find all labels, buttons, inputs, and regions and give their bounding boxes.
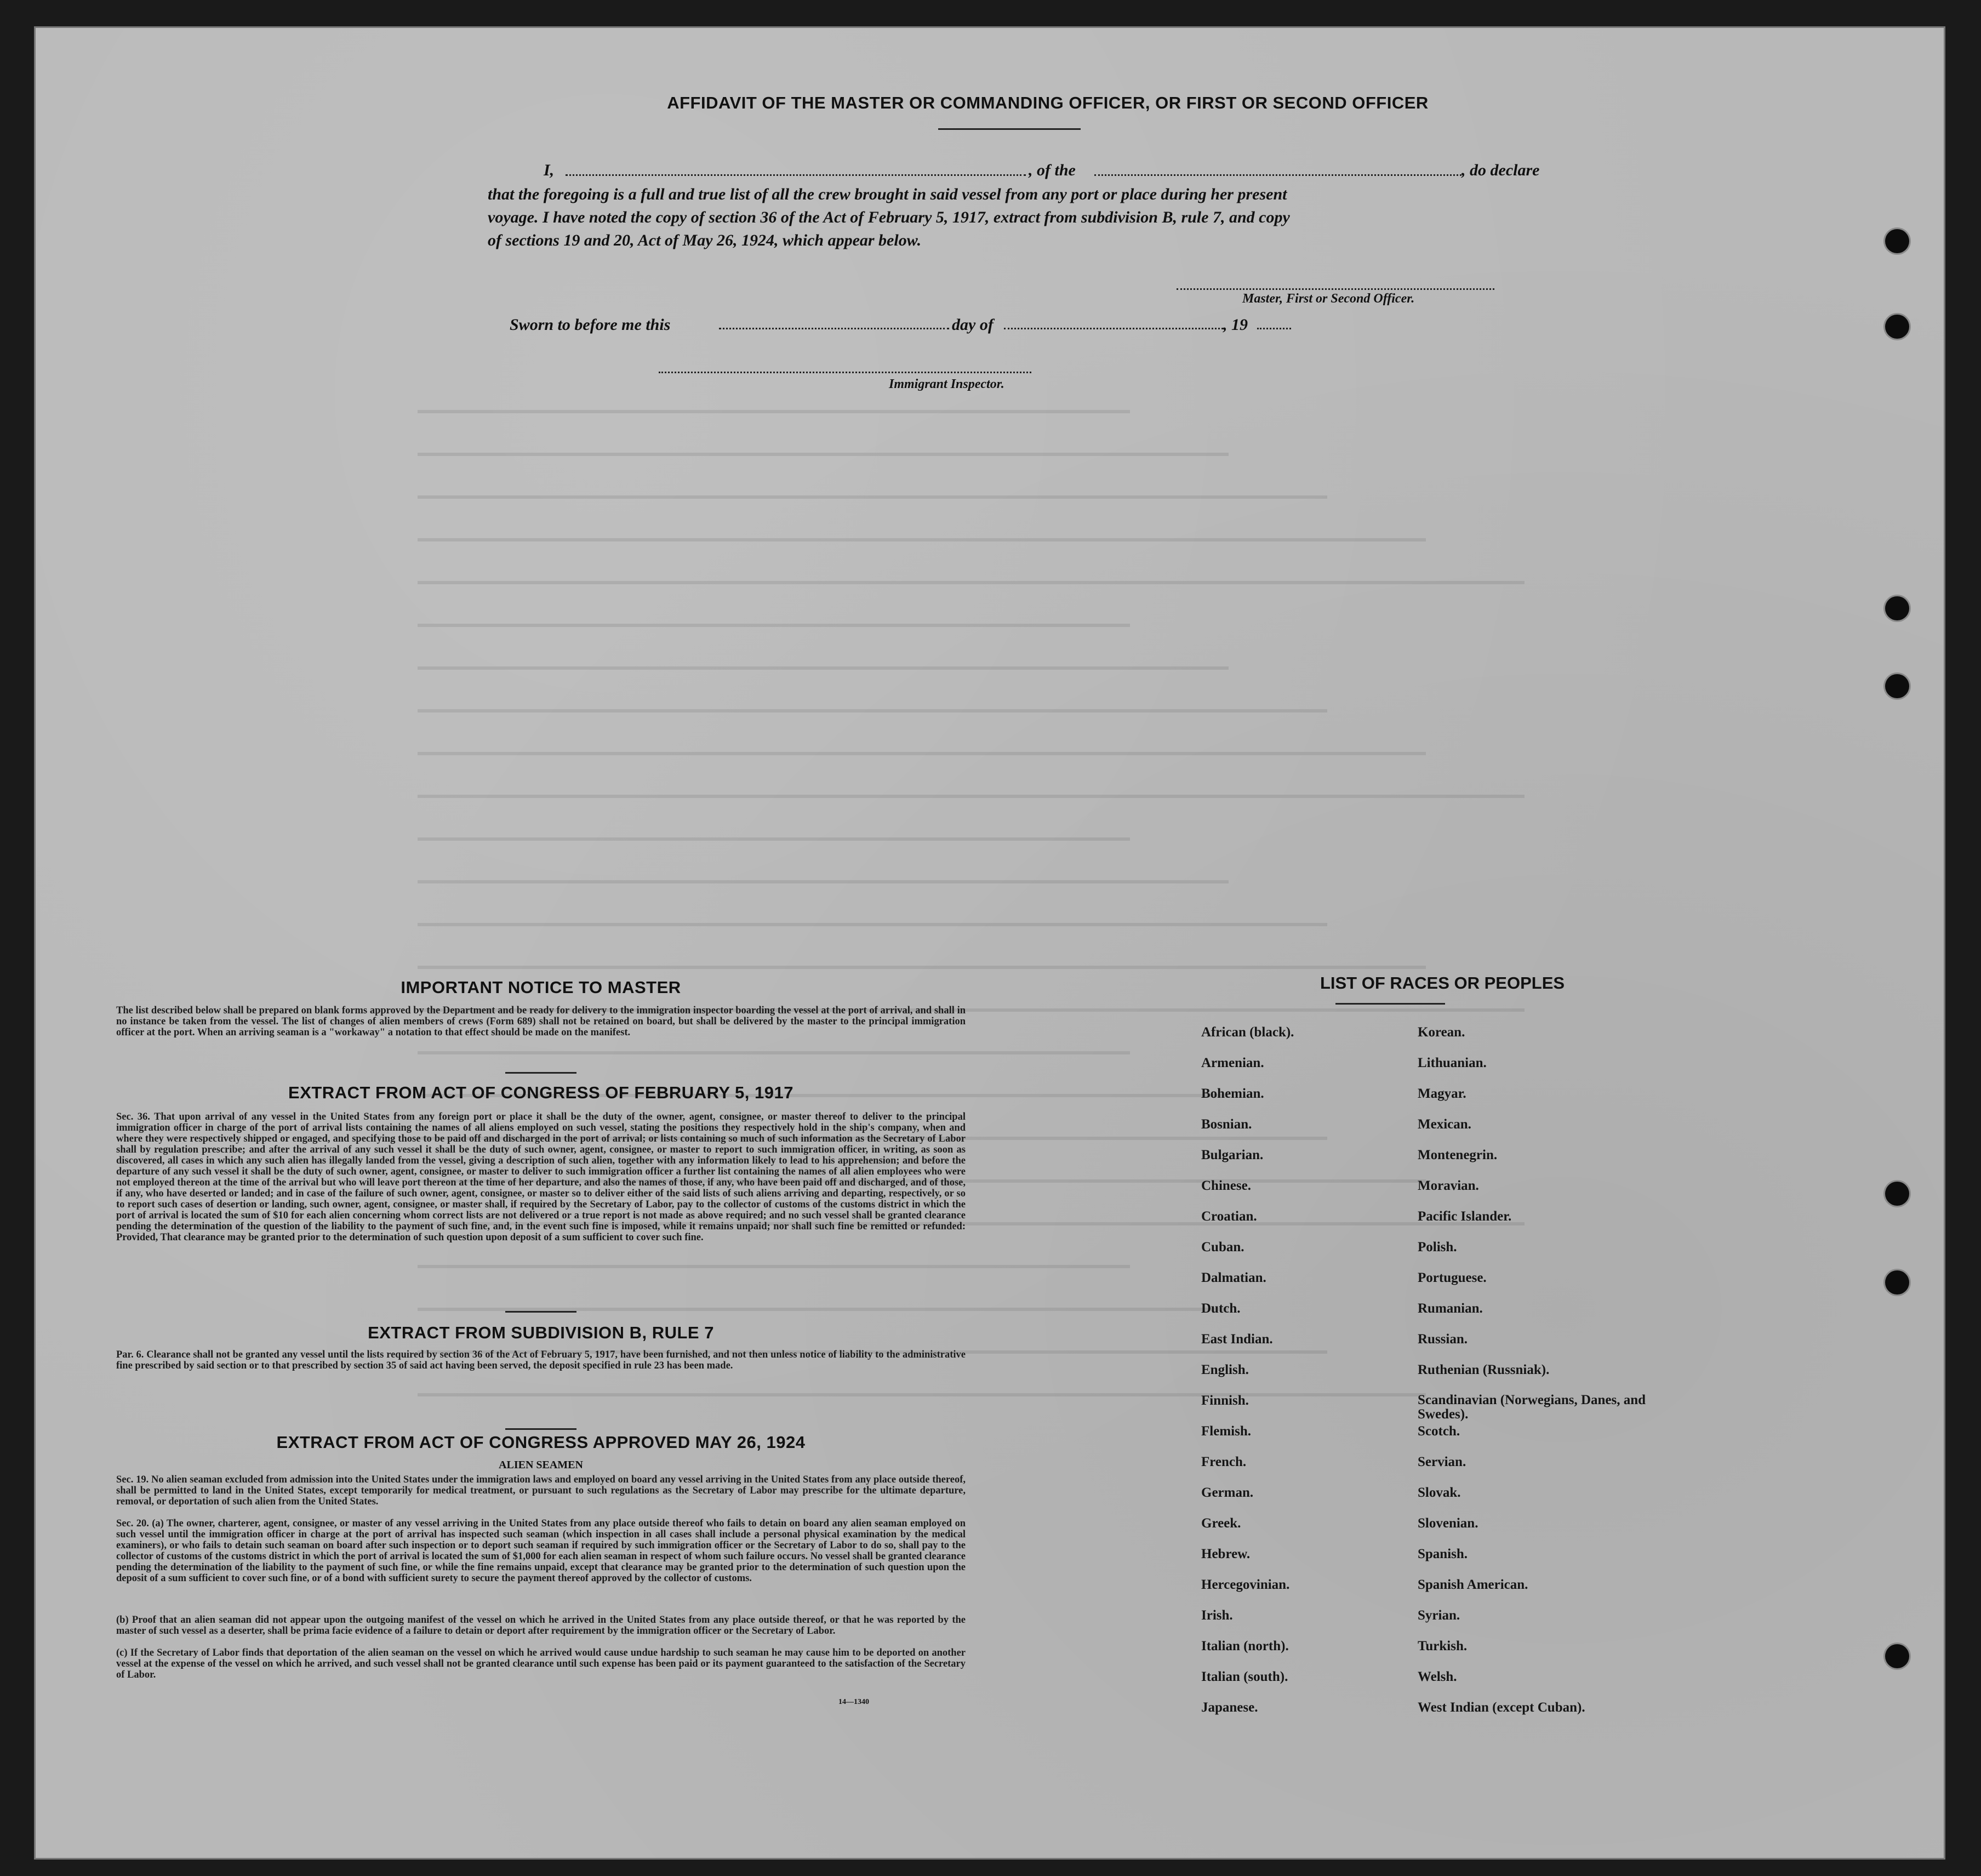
notice-title: IMPORTANT NOTICE TO MASTER [401, 978, 681, 997]
race-item: East Indian. [1201, 1332, 1273, 1347]
form-number: 14—1340 [838, 1698, 869, 1706]
race-item: Dalmatian. [1201, 1270, 1266, 1285]
extract-rule7-title: EXTRACT FROM SUBDIVISION B, RULE 7 [368, 1323, 714, 1342]
punch-hole [1885, 596, 1909, 620]
affidavit-body-line: that the foregoing is a full and true list of all the crew brought in said vessel from any port or place during her present [488, 185, 1287, 203]
race-item: Syrian. [1418, 1608, 1460, 1623]
race-item: African (black). [1201, 1025, 1294, 1040]
extract-1917-text: Sec. 36. That upon arrival of any vessel in the United States from any foreign port or place it shall be the duty of the owner, agent, consignee, or master thereof to deliver to the principal immigration officer in charge of the port of arrival lists containing the names of all aliens employed on such vessel, stating the positions they respectively hold in the ship's company, when and where they were respectively shipped or engaged, and specifying those to be paid off and discharged in the port of arrival; or lists containing so much of such information as the Secretary of Labor shall by regulation prescribe; and after the arrival of any such vessel it shall be the duty of such owner, agent, consignee, or master to report to such immigration officer, in writing, as soon as discovered, all cases in which any such alien has illegally landed from the vessel, giving a description of such alien, together with any information likely to lead to his apprehension; and before the departure of any such vessel it shall be the duty of such owner, agent, consignee, or master to deliver to such immigration officer a further list containing the names of all alien employees who were not employed thereon at the time of the arrival but who will leave port thereon at the time of her departure, and also the names of those, if any, who have been paid off and discharged, and of those, if any, who have deserted or landed; and in case of the failure of such owner, agent, consignee, or master so to deliver either of the said lists of such aliens arriving and departing, respectively, or so to report such cases of desertion or landing, such owner, agent, consignee, or master shall, if required by the Secretary of Labor, pay to the collector of customs of the customs district in which the port of arrival is located the sum of $10 for each alien concerning whom correct lists are not delivered or a true report is not made as above required; and no such vessel shall be granted clearance pending the determination of the question of the liability to the payment of such fine, and, in the event such fine is imposed, while it remains unpaid; nor shall such fine be remitted or refunded: Provided, That clearance may be granted prior to the determination of such question upon deposit of a sum sufficient to cover such fine. [116, 1111, 966, 1243]
race-item: English. [1201, 1362, 1249, 1377]
bleed-through-line [418, 410, 1130, 413]
race-item: Japanese. [1201, 1700, 1258, 1715]
sworn-text: Sworn to before me this [510, 316, 671, 334]
race-item: Italian (south). [1201, 1669, 1288, 1684]
race-item: Croatian. [1201, 1209, 1257, 1224]
race-item: Slovak. [1418, 1485, 1461, 1500]
sworn-day-field[interactable] [719, 328, 949, 329]
punch-hole [1885, 1182, 1909, 1206]
signature-label: Master, First or Second Officer. [1242, 292, 1415, 306]
bleed-through-line [418, 923, 1327, 926]
inspector-label: Immigrant Inspector. [889, 377, 1004, 391]
race-item: Armenian. [1201, 1056, 1264, 1070]
vessel-name-field[interactable] [1094, 174, 1462, 176]
punch-hole [1885, 315, 1909, 339]
race-item: French. [1201, 1455, 1247, 1469]
extract-1924-sec20b: (b) Proof that an alien seaman did not appear upon the outgoing manifest of the vessel on which he arrived in the United States from any place outside thereof, or that he was reported by the master of such vessel as a deserter, shall be prima facie evidence of a failure to detain or deport after requirement by the immigration officer or the Secretary of Labor. [116, 1615, 966, 1636]
punch-hole [1885, 1644, 1909, 1668]
races-title-underline [1335, 1003, 1445, 1005]
extract-1924-title: EXTRACT FROM ACT OF CONGRESS APPROVED MAY 26, 1924 [276, 1433, 806, 1452]
extract-1924-sec20a: Sec. 20. (a) The owner, charterer, agent, consignee, or master of any vessel arriving in the United States from any place outside thereof who fails to detain on board any alien seaman employed on such vessel until the immigration officer in charge at the port of arrival has inspected such seaman (which inspection in all cases shall include a personal physical examination by the medical examiners), or who fails to detain such seaman on board after such inspection or to deport such seaman if required by such immigration officer or the Secretary of Labor to do so, shall pay to the collector of customs of the customs district in which the port of arrival is located the sum of $1,000 for each alien seaman in respect of whom such failure occurs. No vessel shall be granted clearance pending the determination of the liability to the payment of such fine, or while the fine remains unpaid, except that clearance may be granted prior to the determination of such question upon the deposit of a sum sufficient to cover such fine, or of a bond with sufficient surety to secure the payment thereof approved by the collector of customs. [116, 1518, 966, 1584]
bleed-through-line [418, 880, 1229, 883]
race-item: Italian (north). [1201, 1639, 1289, 1653]
race-item: Scotch. [1418, 1424, 1460, 1439]
extract-1924-sec20c: (c) If the Secretary of Labor finds that deportation of the alien seaman on the vessel on which he arrived would cause undue hardship to such seaman he may cause him to be deported on another vessel at the expense of the vessel on which he arrived, and such vessel shall not be granted clearance until such expense has been paid or its payment guaranteed to the satisfaction of the Secretary of Labor. [116, 1647, 966, 1680]
bleed-through-line [418, 1051, 1130, 1054]
sworn-year: , 19 [1223, 316, 1248, 334]
race-item: Lithuanian. [1418, 1056, 1487, 1070]
form-page [34, 26, 1945, 1860]
bleed-through-line [418, 666, 1229, 670]
race-item: Dutch. [1201, 1301, 1241, 1316]
race-item: Korean. [1418, 1025, 1465, 1040]
race-item: Pacific Islander. [1418, 1209, 1512, 1224]
race-item: Turkish. [1418, 1639, 1468, 1653]
bleed-through-line [418, 752, 1426, 755]
race-item: Greek. [1201, 1516, 1241, 1531]
bleed-through-line [418, 1265, 1130, 1268]
race-item: Cuban. [1201, 1240, 1244, 1255]
declarant-name-field[interactable] [566, 174, 1026, 176]
bleed-through-line [418, 795, 1525, 798]
sworn-month-field[interactable] [1004, 328, 1223, 329]
extract-1917-title: EXTRACT FROM ACT OF CONGRESS OF FEBRUARY 5, 1917 [288, 1083, 793, 1102]
race-item: Bohemian. [1201, 1086, 1264, 1101]
race-item: German. [1201, 1485, 1254, 1500]
inspector-signature-field[interactable] [659, 372, 1031, 373]
race-item: Russian. [1418, 1332, 1468, 1347]
race-item: Flemish. [1201, 1424, 1251, 1439]
officer-signature-field[interactable] [1177, 288, 1494, 290]
extract-1924-sec19: Sec. 19. No alien seaman excluded from admission into the United States under the immigration laws and employed on board any vessel arriving in the United States from any place outside thereof, shall be permitted to land in the United States, except temporarily for medical treatment, or pursuant to such regulations as the Secretary of Labor may prescribe for the ultimate departure, removal, or deportation of such alien from the United States. [116, 1474, 966, 1507]
affidavit-i: I, [544, 161, 555, 179]
punch-hole [1885, 674, 1909, 698]
race-item: Irish. [1201, 1608, 1233, 1623]
race-item: Chinese. [1201, 1178, 1251, 1193]
race-item: Spanish. [1418, 1547, 1468, 1561]
race-item: Spanish American. [1418, 1577, 1528, 1592]
race-item: Scandinavian (Norwegians, Danes, and Swedes). [1418, 1393, 1646, 1422]
bleed-through-line [418, 837, 1130, 841]
race-item: West Indian (except Cuban). [1418, 1700, 1585, 1715]
race-item: Polish. [1418, 1240, 1457, 1255]
bleed-through-manifest [34, 26, 1945, 1860]
bleed-through-line [418, 1393, 1426, 1396]
punch-hole [1885, 229, 1909, 253]
section-divider [505, 1428, 576, 1430]
bleed-through-line [418, 624, 1130, 627]
bleed-through-line [418, 495, 1327, 499]
bleed-through-line [418, 581, 1525, 584]
punch-hole [1885, 1270, 1909, 1295]
title-underline [938, 128, 1081, 130]
affidavit-declare: , do declare [1462, 161, 1540, 179]
notice-text: The list described below shall be prepared on blank forms approved by the Department and be ready for delivery to the immigration inspector boarding the vessel at the port of arrival, and shall in no instance be taken from the vessel. The list of changes of alien members of crews (Form 689) shall not be retained on board, but shall be delivered by the master to the principal immigration officer at the port. When an arriving seaman is a "workaway" a notation to that effect should be made on the manifest. [116, 1005, 966, 1038]
extract-rule7-text: Par. 6. Clearance shall not be granted any vessel until the lists required by section 36 of the Act of February 5, 1917, have been furnished, and not then unless notice of liability to the administrative fine prescribed by said section or to that prescribed by section 35 of said act having been served, the deposit specified in rule 23 has been made. [116, 1349, 966, 1371]
races-title: LIST OF RACES OR PEOPLES [1320, 973, 1565, 993]
race-item: Mexican. [1418, 1117, 1471, 1132]
section-divider [505, 1311, 576, 1313]
sworn-year-field[interactable] [1257, 328, 1291, 329]
affidavit-title: AFFIDAVIT OF THE MASTER OR COMMANDING OFFICER, OR FIRST OR SECOND OFFICER [667, 93, 1429, 112]
race-item: Hebrew. [1201, 1547, 1251, 1561]
race-item: Portuguese. [1418, 1270, 1487, 1285]
race-item: Ruthenian (Russniak). [1418, 1362, 1550, 1377]
alien-seamen-subtitle: ALIEN SEAMEN [499, 1459, 583, 1471]
sworn-day-of: day of [952, 316, 994, 334]
race-item: Finnish. [1201, 1393, 1249, 1408]
race-item: Montenegrin. [1418, 1148, 1498, 1162]
affidavit-of-the: , of the [1029, 161, 1076, 179]
race-item: Slovenian. [1418, 1516, 1478, 1531]
bleed-through-line [418, 453, 1229, 456]
race-item: Magyar. [1418, 1086, 1466, 1101]
bleed-through-line [418, 966, 1426, 969]
race-item: Welsh. [1418, 1669, 1457, 1684]
race-item: Moravian. [1418, 1178, 1479, 1193]
bleed-through-line [418, 538, 1426, 541]
race-item: Rumanian. [1418, 1301, 1483, 1316]
race-item: Servian. [1418, 1455, 1466, 1469]
affidavit-body-line: of sections 19 and 20, Act of May 26, 1924, which appear below. [488, 231, 922, 249]
bleed-through-line [418, 709, 1327, 712]
race-item: Bulgarian. [1201, 1148, 1264, 1162]
affidavit-body-line: voyage. I have noted the copy of section 36 of the Act of February 5, 1917, extract from subdivision B, rule 7, and copy [488, 208, 1290, 226]
race-item: Bosnian. [1201, 1117, 1252, 1132]
section-divider [505, 1072, 576, 1074]
race-item: Hercegovinian. [1201, 1577, 1290, 1592]
